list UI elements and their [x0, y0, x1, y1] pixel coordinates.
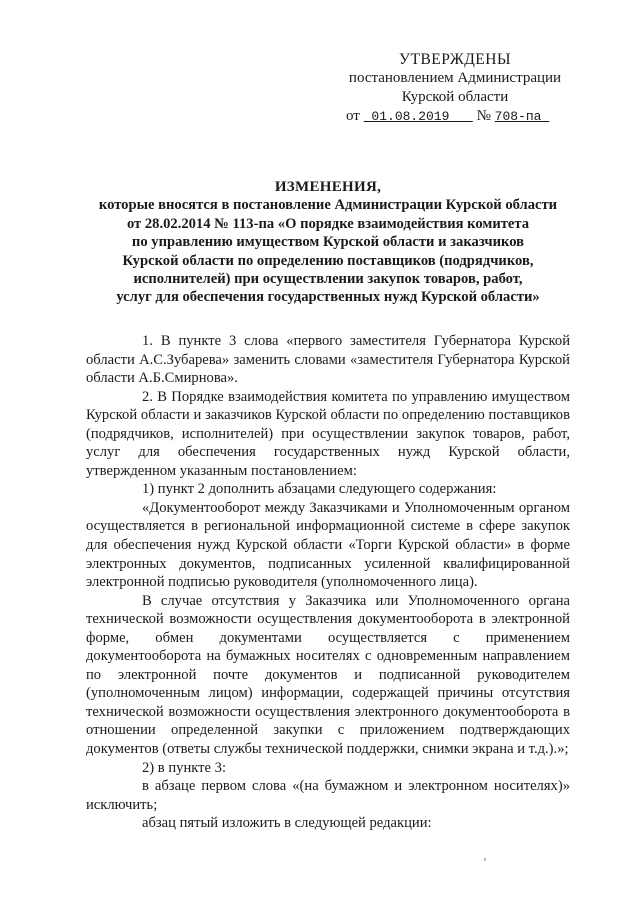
body-paragraph: «Документооборот между Заказчиками и Уполномоченным органом осуществляется в региональной информационной системе в сфере закупок для обеспечения нужд Курской области «Торги Курской области» в форме электронных документов, подписанных усиленной квалифицированной электронной подписью руководителя (уполномоченного лица).	[86, 499, 570, 591]
approval-line-2: Курской области	[401, 89, 509, 105]
body-paragraph: абзац пятый изложить в следующей редакции:	[142, 815, 432, 832]
document-body	[86, 332, 570, 833]
body-paragraph: 1) пункт 2 дополнить абзацами следующего содержания:	[142, 481, 497, 498]
title-line: услуг для обеспечения государственных нужд Курской области»	[116, 289, 540, 306]
approval-number: 708-па	[494, 109, 542, 124]
approval-from-label: от	[346, 108, 360, 124]
approval-heading: УТВЕРЖДЕНЫ	[399, 51, 511, 68]
approval-stamp	[340, 50, 570, 126]
title-line: которые вносятся в постановление Администрации Курской области	[98, 197, 558, 214]
scan-speck	[484, 858, 486, 861]
body-paragraph: 1. В пункте 3 слова «первого заместителя Губернатора Курской области А.С.Зубарева» заменить словами «заместителя Губернатора Курской области А.Б.Смирнова».	[86, 333, 570, 387]
title-line: от 28.02.2014 № 113-па «О порядке взаимодействия комитета	[126, 215, 530, 232]
title-line: по управлению имуществом Курской области и заказчиков	[131, 234, 525, 251]
body-paragraph: 2) в пункте 3:	[142, 759, 227, 776]
approval-line-1: постановлением Администрации	[348, 70, 562, 86]
approval-date-number-line	[340, 107, 570, 126]
title-main: ИЗМЕНЕНИЯ,	[274, 179, 382, 195]
title-line: Курской области по определению поставщиков (подрядчиков,	[122, 252, 534, 269]
approval-date: 01.08.2019	[371, 109, 450, 124]
title-line: исполнителей) при осуществлении закупок товаров, работ,	[133, 271, 523, 288]
body-paragraph: в абзаце первом слова «(на бумажном и электронном носителях)» исключить;	[86, 778, 570, 813]
body-paragraph: В случае отсутствия у Заказчика или Уполномоченного органа технической возможности осуществления документооборота в электронной форме, обмен документами осуществляется с применением документооборота на бумажных носителях с одновременным направлением по электронной почте документов и подписанной руководителем (уполномоченным лицом) информации, содержащей причины отсутствия технической возможности осуществления электронного документооборота в отношении определенной закупки с приложением подтверждающих документов (ответы службы технической поддержки, снимки экрана и т.д.).»;	[86, 592, 570, 758]
body-paragraph: 2. В Порядке взаимодействия комитета по управлению имуществом Курской области и заказчиков Курской области по определению поставщиков (подрядчиков, исполнителей) при осуществлении закупок товаров, работ, услуг для обеспечения государственных нужд Курской области, утвержденном указанным постановлением:	[86, 388, 570, 479]
approval-number-label: №	[476, 108, 491, 124]
document-title	[86, 178, 570, 307]
